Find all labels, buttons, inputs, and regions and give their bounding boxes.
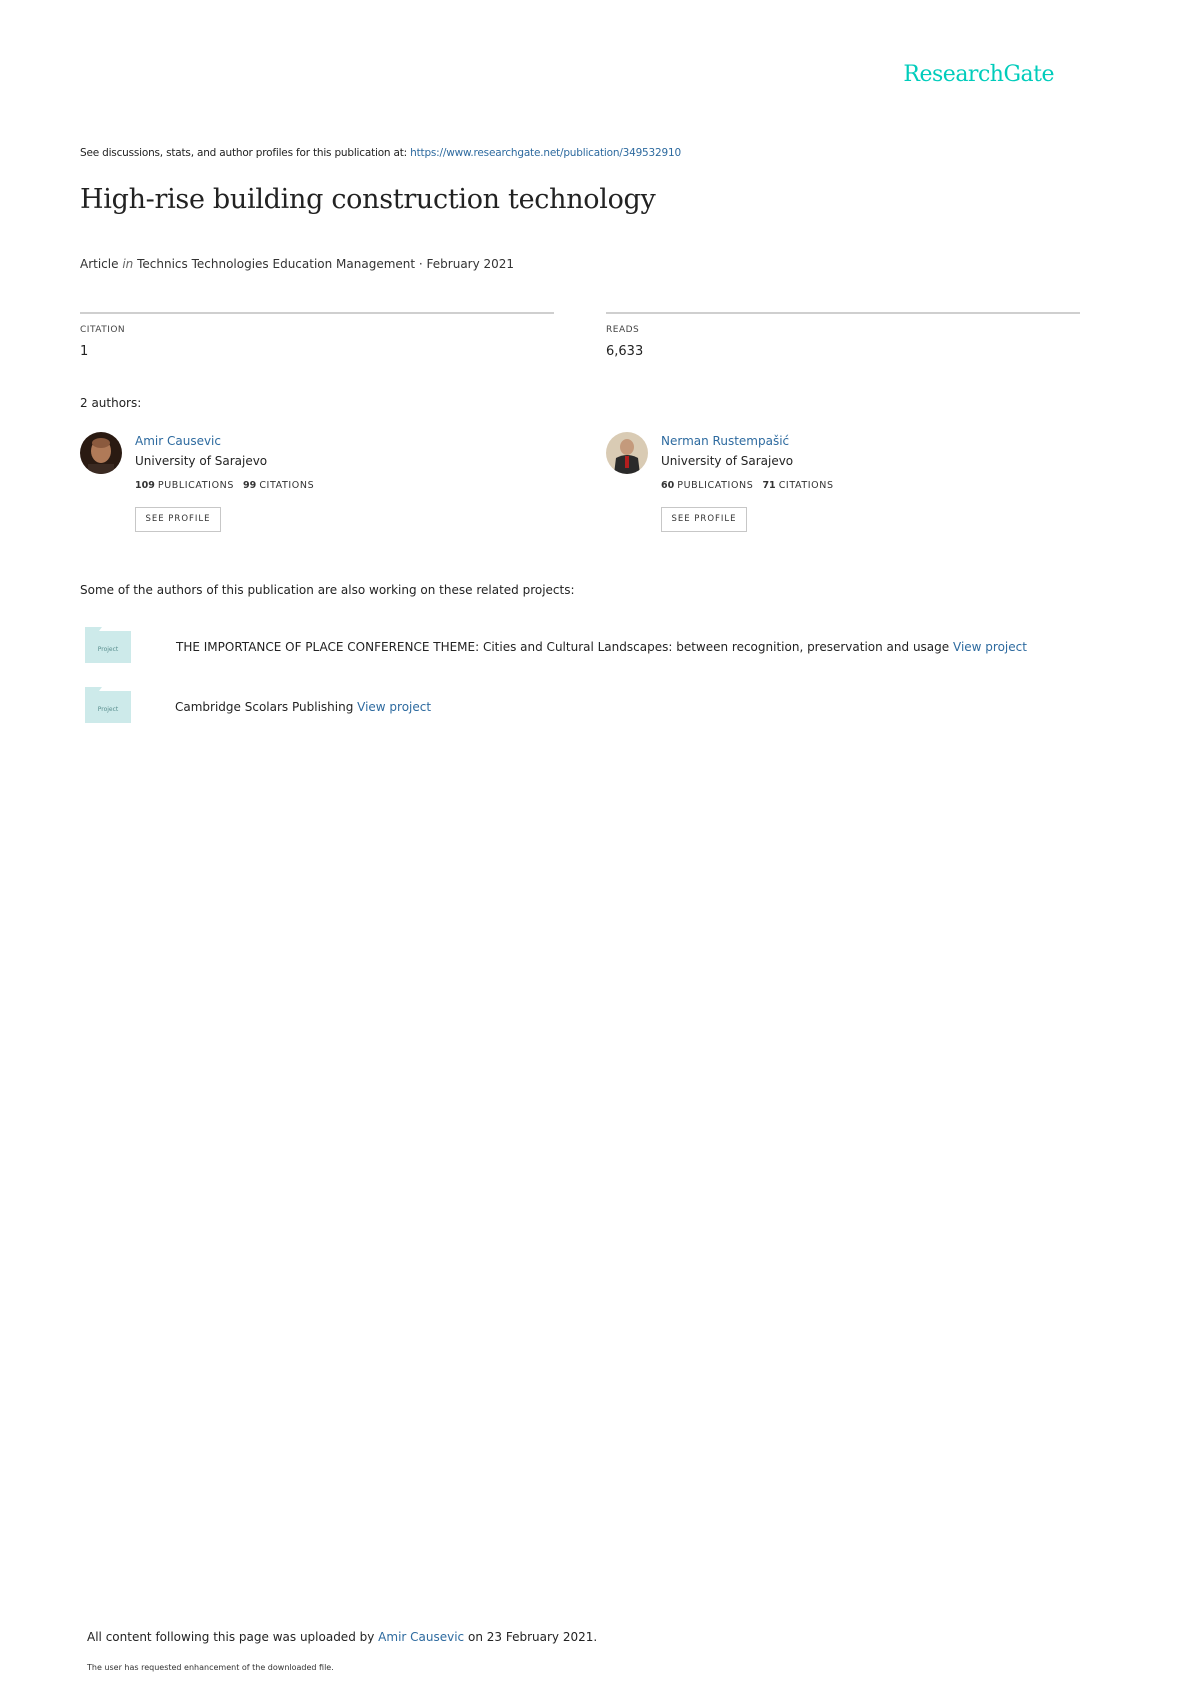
citations-count: 71 [762, 480, 776, 491]
projects-intro: Some of the authors of this publication are also working on these related projects: [80, 583, 575, 597]
view-project-link[interactable]: View project [357, 700, 432, 714]
citations-count: 99 [243, 480, 257, 491]
see-profile-button[interactable]: SEE PROFILE [661, 507, 747, 532]
author-stats [135, 480, 314, 491]
avatar[interactable] [606, 432, 648, 474]
publications-label: PUBLICATIONS [677, 480, 754, 491]
researchgate-logo: ResearchGate [903, 62, 1054, 87]
authors-count: 2 authors: [80, 396, 142, 410]
author-institution: University of Sarajevo [135, 454, 268, 468]
publications-count: 60 [661, 480, 675, 491]
author-photo-icon [80, 432, 122, 474]
upload-prefix: All content following this page was uploaded by [87, 1630, 375, 1644]
citations-label: CITATIONS [778, 480, 834, 491]
project-title: Cambridge Scolars Publishing [175, 700, 354, 714]
see-discussions-line [80, 147, 681, 159]
reads-divider [606, 312, 1080, 314]
author-photo-icon [606, 432, 648, 474]
upload-suffix: on 23 February 2021. [468, 1630, 598, 1644]
folder-icon-label: Project [97, 706, 119, 713]
avatar[interactable] [80, 432, 122, 474]
article-journal: Technics Technologies Education Management · February 2021 [137, 257, 515, 271]
author-stats [661, 480, 834, 491]
project-item [176, 640, 1027, 654]
see-discussions-text: See discussions, stats, and author profiles for this publication at: [80, 147, 408, 159]
folder-icon-label: Project [97, 646, 119, 653]
citation-label: CITATION [80, 325, 126, 335]
folder-icon [85, 627, 131, 663]
author-name-link[interactable]: Amir Causevic [135, 434, 221, 448]
see-profile-button[interactable]: SEE PROFILE [135, 507, 221, 532]
uploader-link[interactable]: Amir Causevic [378, 1630, 465, 1644]
upload-line [87, 1630, 597, 1644]
project-item [175, 700, 431, 714]
publications-count: 109 [135, 480, 155, 491]
folder-icon [85, 687, 131, 723]
citations-label: CITATIONS [259, 480, 315, 491]
reads-label: READS [606, 325, 640, 335]
footnote: The user has requested enhancement of the downloaded file. [87, 1663, 334, 1672]
view-project-link[interactable]: View project [953, 640, 1027, 654]
reads-value: 6,633 [606, 344, 644, 359]
article-in: in [122, 257, 134, 271]
project-title: THE IMPORTANCE OF PLACE CONFERENCE THEME: Cities and Cultural Landscapes: between recognition, preservation and usage [176, 640, 950, 654]
publication-url-link[interactable]: https://www.researchgate.net/publication/349532910 [410, 147, 681, 159]
publications-label: PUBLICATIONS [157, 480, 234, 491]
citation-value: 1 [80, 344, 89, 359]
citation-divider [80, 312, 554, 314]
article-info [80, 257, 514, 271]
author-institution: University of Sarajevo [661, 454, 794, 468]
article-type: Article [80, 257, 119, 271]
author-name-link[interactable]: Nerman Rustempašić [661, 434, 790, 448]
page-title: High-rise building construction technology [80, 184, 656, 215]
